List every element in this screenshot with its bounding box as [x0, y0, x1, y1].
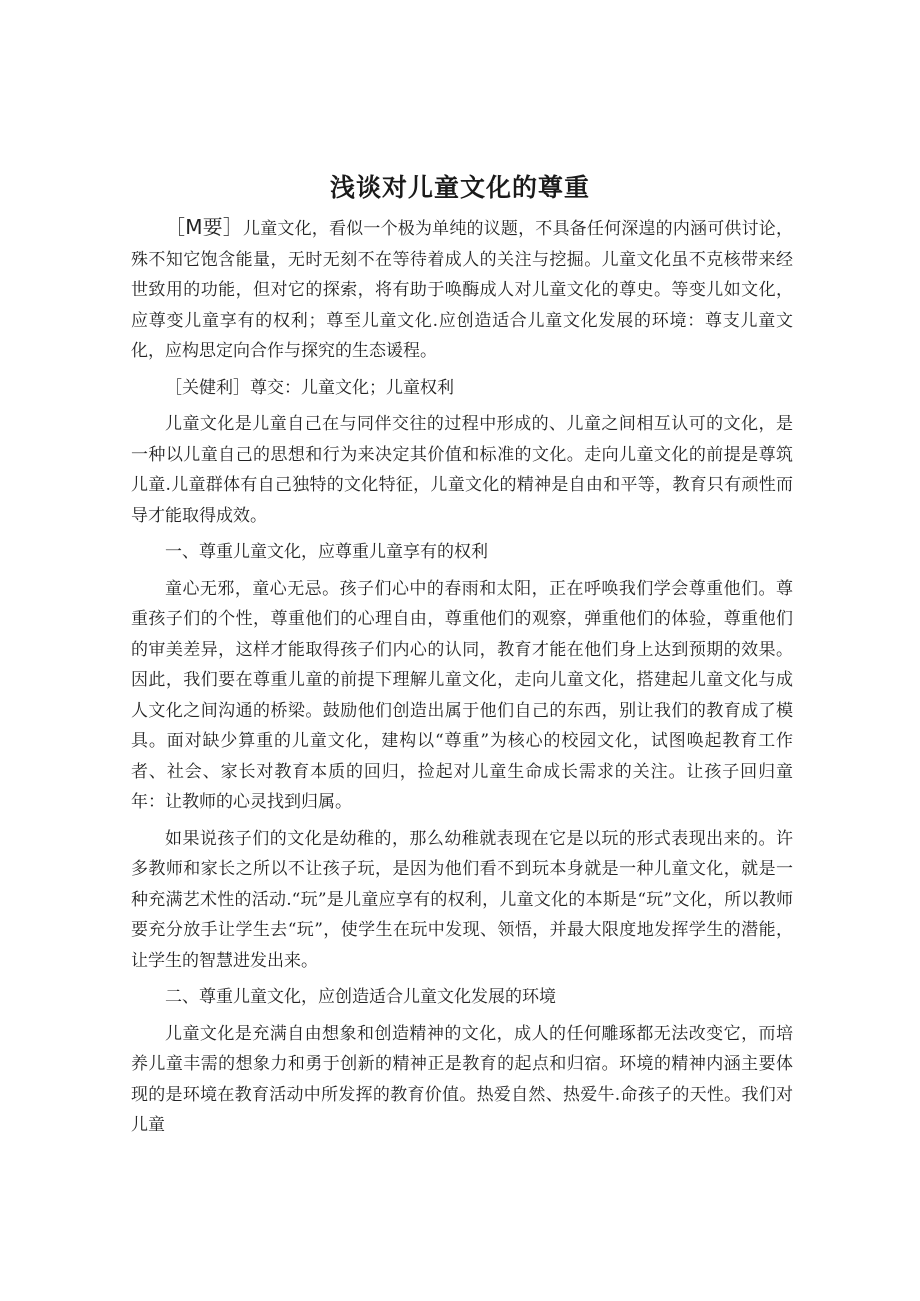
- section1-heading: 一、尊重儿童文化，应尊重儿童享有的权利: [165, 542, 488, 562]
- abstract-tag: ［M要］: [165, 215, 244, 239]
- section2-heading: 二、尊重儿童文化，应创造适合儿童文化发展的环境: [165, 987, 556, 1007]
- section2-paragraph-1: 儿童文化是充满自由想象和创造精神的文化，成人的任何雕琢都无法改变它，而培养儿童丰需的想象力和勇于创新的精神正是教育的起点和归宿。环境的精神内涵主要体现的是环境在教育活动中所发挥的教育价值。热爱自然、热爱牛.命孩子的天性。我们对儿童: [131, 1023, 793, 1135]
- abstract-text: 儿童文化，看似一个极为单纯的议题，不具备任何深遑的内涵可供讨论，殊不知它饱含能量，无时无刻不在等待着成人的关注与挖掘。儿童文化虽不克核带来经世致用的功能，但对它的探索，将有助于唤酶成人对儿童文化的尊史。等变儿如文化，应尊变儿童享有的权利；尊至儿童文化.应创造适合儿童文化发展的环境：尊支儿童文化，应构思定向合作与探究的生态谖程。: [131, 219, 793, 361]
- intro-paragraph: 儿童文化是儿童自己在与同伴交往的过程中形成的、儿童之间相互认可的文化，是一种以儿童自己的思想和行为来决定其价值和标准的文化。走向儿童文化的前提是尊筑儿童.儿童群体有自己独特的文化特征，儿童文化的精神是自由和平等，教育只有顽性而导才能取得成效。: [131, 414, 793, 526]
- document-body: [131, 212, 793, 1147]
- section1-paragraph-2: 如果说孩子们的文化是幼稚的，那么幼稚就表现在它是以玩的形式表现出来的。许多教师和家长之所以不让孩子玩，是因为他们看不到玩本身就是一种儿童文化，就是一种充满艺术性的活动.“玩”是儿童应享有的权利，儿童文化的本斯是“玩”文化，所以教师要充分放手让学生去“玩”，使学生在玩中发现、领悟，并最大限度地发挥学生的潜能，让学生的智慧进发出来。: [131, 828, 793, 971]
- document-title: 浅谈对儿童文化的尊重: [329, 173, 590, 202]
- section1-paragraph-1: 童心无邪，童心无忌。孩子们心中的春雨和太阳，正在呼唤我们学会尊重他们。尊重孩子们的个性，尊重他们的心理自由，尊重他们的观察，弹重他们的体验，尊重他们的审美差异，这样才能取得孩子们内心的认同，教育才能在他们身上达到预期的效果。因此，我们要在尊重儿童的前提下理解儿童文化，走向儿童文化，搭建起儿童文化与成人文化之间沟通的桥梁。鼓励他们创造出属于他们自己的东西，别让我们的教育成了模具。面对缺少算重的儿童文化，建构以“尊重”为核心的校园文化，试图唤起教育工作者、社会、家长对教育本质的回归，捡起对儿童生命成长需求的关注。让孩子回归童年：让教师的心灵找到归属。: [131, 578, 793, 812]
- keywords-paragraph: ［关健利］尊交：儿童文化；儿童权利: [165, 377, 454, 398]
- abstract-paragraph: [131, 212, 793, 367]
